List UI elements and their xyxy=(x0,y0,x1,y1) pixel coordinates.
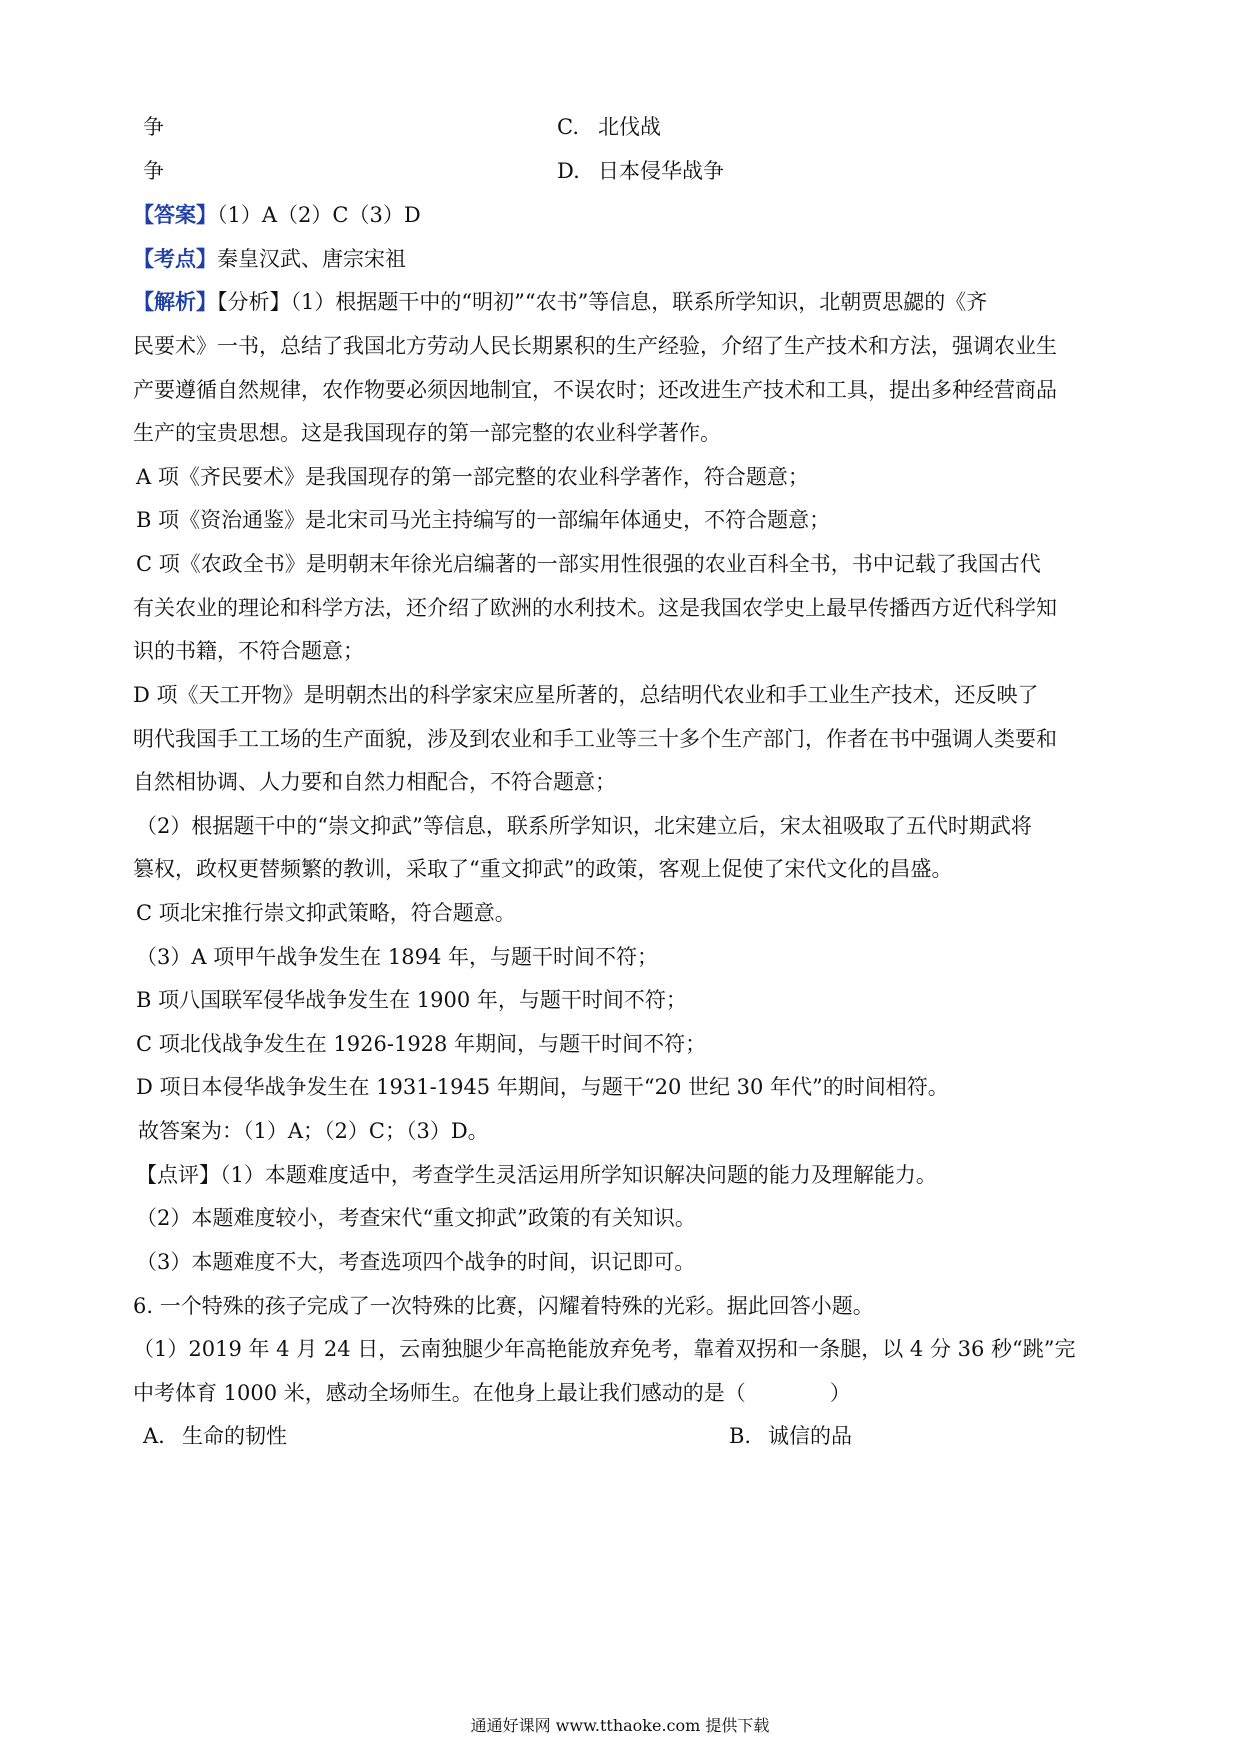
option-d-text: 日本侵华战争 xyxy=(598,159,724,183)
body-line: 明代我国手工工场的生产面貌，涉及到农业和手工业等三十多个生产部门，作者在书中强调人类要和 xyxy=(133,727,1057,751)
option-fragment-left-1: 争 xyxy=(143,115,164,139)
answer-line xyxy=(0,200,1240,230)
kaodian-tag: 【考点】 xyxy=(133,246,217,271)
question-title: 6. 一个特殊的孩子完成了一次特殊的比赛，闪耀着特殊的光彩。据此回答小题。 xyxy=(133,1294,874,1318)
option-fragment-left-2: 争 xyxy=(143,159,164,183)
answer-tag: 【答案】 xyxy=(133,202,217,227)
page-footer: 通通好课网 www.tthaoke.com 提供下载 xyxy=(470,1716,770,1735)
body-line: （1）2019 年 4 月 24 日，云南独腿少年高艳能放弃免考，靠着双拐和一条腿，以 4 分 36 秒“跳”完 xyxy=(133,1337,1076,1361)
option-c-letter: C. xyxy=(557,115,579,139)
kaodian-text: 秦皇汉武、唐宗宋祖 xyxy=(217,247,406,271)
body-line: 生产的宝贵思想。这是我国现存的第一部完整的农业科学著作。 xyxy=(133,421,721,445)
body-line: 自然相协调、人力要和自然力相配合，不符合题意； xyxy=(133,770,616,794)
body-line: C 项《农政全书》是明朝末年徐光启编著的一部实用性很强的农业百科全书，书中记载了我国古代 xyxy=(136,552,1041,576)
body-line: 【点评】（1）本题难度适中，考查学生灵活运用所学知识解决问题的能力及理解能力。 xyxy=(136,1163,937,1187)
body-line: （2）根据题干中的“崇文抑武”等信息，联系所学知识，北宋建立后，宋太祖吸取了五代时期武将 xyxy=(136,814,1032,838)
body-line: 故答案为：（1）A；（2）C；（3）D。 xyxy=(138,1119,489,1143)
jiexi-text: 【分析】（1）根据题干中的“明初”“农书”等信息，联系所学知识，北朝贾思勰的《齐 xyxy=(217,290,988,314)
answer-text: （1）A（2）C（3）D xyxy=(217,203,421,227)
jiexi-tag: 【解析】 xyxy=(133,289,217,314)
body-line: 中考体育 1000 米，感动全场师生。在他身上最让我们感动的是（ ） xyxy=(133,1381,851,1405)
body-line: C 项北宋推行崇文抑武策略，符合题意。 xyxy=(136,901,516,925)
body-line: B 项八国联军侵华战争发生在 1900 年，与题干时间不符； xyxy=(136,988,687,1012)
body-line: B 项《资治通鉴》是北宋司马光主持编写的一部编年体通史，不符合题意； xyxy=(136,508,831,532)
body-line: （2）本题难度较小，考查宋代“重文抑武”政策的有关知识。 xyxy=(136,1206,696,1230)
option-a-text: 生命的韧性 xyxy=(182,1424,287,1448)
option-b-letter: B. xyxy=(729,1424,752,1448)
body-line: 有关农业的理论和科学方法，还介绍了欧洲的水利技术。这是我国农学史上最早传播西方近代科学知 xyxy=(133,596,1057,620)
body-line: （3）A 项甲午战争发生在 1894 年，与题干时间不符； xyxy=(136,945,658,969)
option-b-text: 诚信的品 xyxy=(768,1424,852,1448)
kaodian-line xyxy=(0,244,1240,274)
body-line: C 项北伐战争发生在 1926-1928 年期间，与题干时间不符； xyxy=(136,1032,707,1056)
body-line: （3）本题难度不大，考查选项四个战争的时间，识记即可。 xyxy=(136,1250,696,1274)
body-line: D 项《天工开物》是明朝杰出的科学家宋应星所著的，总结明代农业和手工业生产技术，还反映了 xyxy=(133,683,1039,707)
body-line: A 项《齐民要术》是我国现存的第一部完整的农业科学著作，符合题意； xyxy=(136,465,809,489)
body-line: 篡权，政权更替频繁的教训，采取了“重文抑武”的政策，客观上促使了宋代文化的昌盛。 xyxy=(133,857,953,881)
body-line: 产要遵循自然规律，农作物要必须因地制宜，不误农时；还改进生产技术和工具，提出多种经营商品 xyxy=(133,378,1057,402)
option-a-letter: A. xyxy=(143,1424,165,1448)
body-line: 识的书籍，不符合题意； xyxy=(133,639,364,663)
jiexi-line xyxy=(0,287,1240,317)
body-line: D 项日本侵华战争发生在 1931-1945 年期间，与题干“20 世纪 30 年代”的时间相符。 xyxy=(136,1075,949,1099)
body-line: 民要术》一书，总结了我国北方劳动人民长期累积的生产经验，介绍了生产技术和方法，强调农业生 xyxy=(133,334,1057,358)
option-d-letter: D. xyxy=(557,159,580,183)
option-c-text: 北伐战 xyxy=(598,115,661,139)
